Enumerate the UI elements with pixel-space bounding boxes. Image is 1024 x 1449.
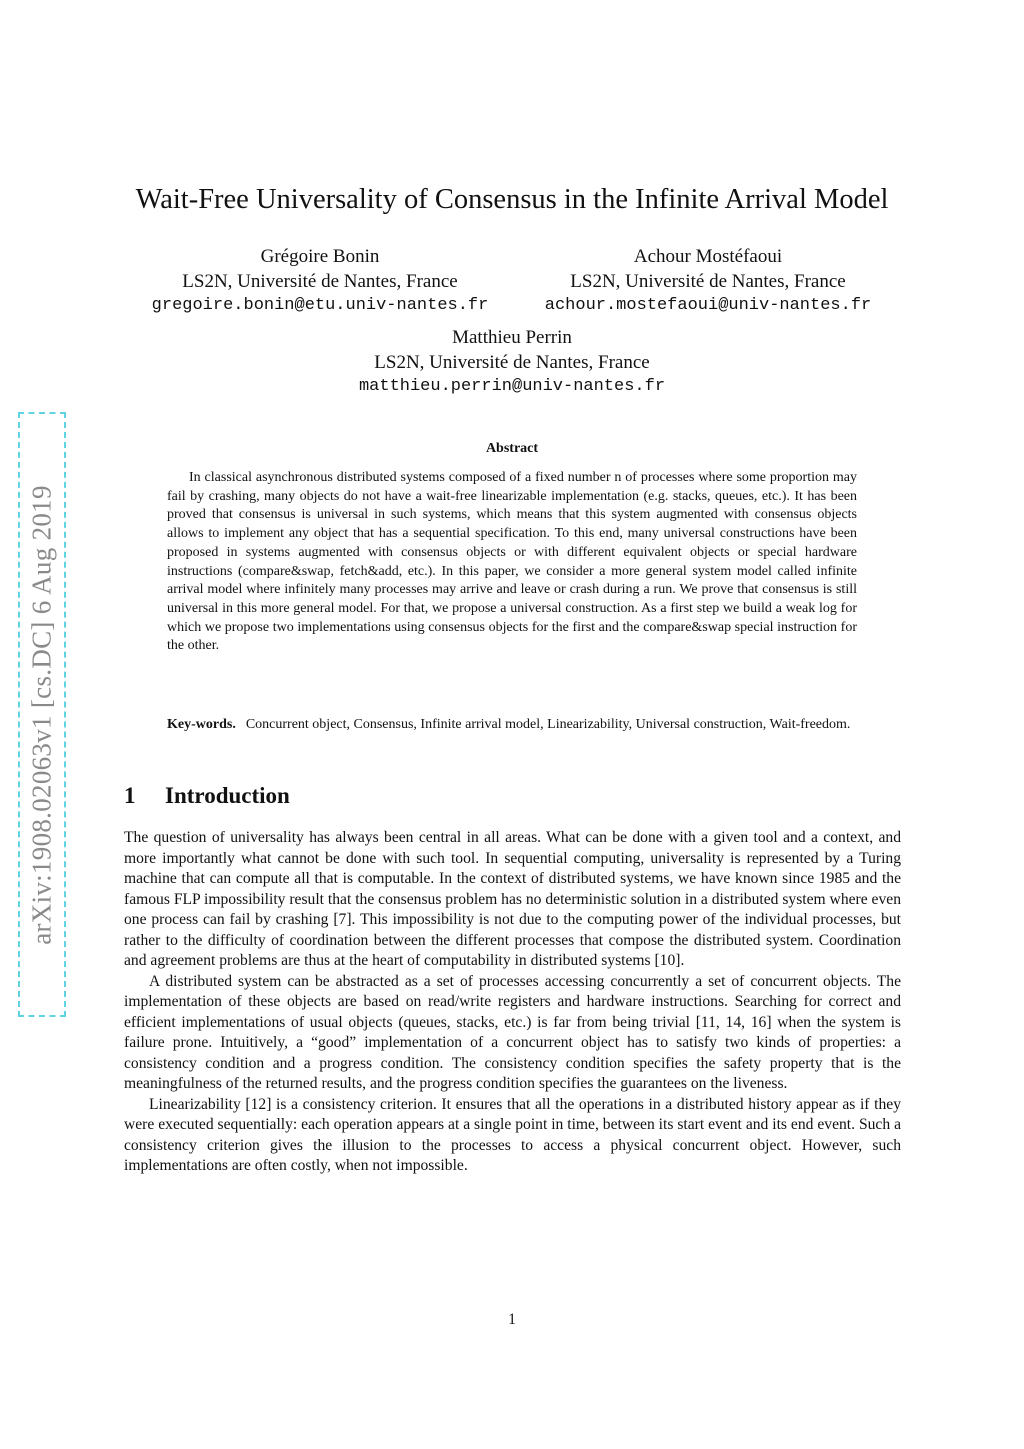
paragraph: A distributed system can be abstracted as a set of processes accessing concurrently a set of concurrent objects. The implementation of these objects are based on read/write registers and hardware instructions. Searching for correct and efficient implementations of usual objects (queues, stacks, etc.) is far from being trivial [11, 14, 16] when the system is failure prone. Intuitively, a “good” implementation of a concurrent object has to satisfy two kinds of properties: a consistency condition and a progress condition. The consistency condition specifies the safety property that is the meaningfulness of the returned results, and the progress condition specifies the guarantees on the liveness.	[124, 972, 901, 1092]
author-name: Matthieu Perrin	[452, 327, 572, 348]
page-number: 1	[508, 1311, 516, 1328]
arxiv-stamp	[18, 412, 66, 1017]
keywords-label: Key-words.	[167, 717, 236, 732]
author-email[interactable]: matthieu.perrin@univ-nantes.fr	[358, 377, 666, 396]
author-affiliation: LS2N, Université de Nantes, France	[570, 270, 846, 292]
keywords	[167, 716, 857, 735]
paragraph: Linearizability [12] is a consistency criterion. It ensures that all the operations in a distributed history appear as if they were executed sequentially: each operation appears at a single point in time, between its start event and its end event. Such a consistency criterion gives the illusion to the processes to access a physical concurrent object. However, such implementations are often costly, when not impossible.	[124, 1095, 901, 1174]
keywords-text: Concurrent object, Consensus, Infinite arrival model, Linearizability, Universal construction, Wait-freedom.	[245, 717, 851, 732]
author-email[interactable]: gregoire.bonin@etu.univ-nantes.fr	[151, 296, 489, 315]
author-block-1	[140, 245, 500, 319]
paragraph: The question of universality has always been central in all areas. What can be done with a given tool and a context, and more importantly what cannot be done with such tool. In sequential computing, universality is represented by a Turing machine that can compute all that is computable. In the context of distributed systems, we have known since 1985 and the famous FLP impossibility result that the consensus problem has no deterministic solution in a distributed system where even one process can fail by crashing [7]. This impossibility is not due to the computing power of the individual processes, but rather to the difficulty of coordination between the different processes that compose the distributed system. Coordination and agreement problems are thus at the heart of computability in distributed systems [10].	[124, 829, 901, 969]
author-affiliation: LS2N, Université de Nantes, France	[374, 351, 650, 373]
section-heading	[124, 783, 290, 809]
author-name: Achour Mostéfaoui	[633, 246, 783, 267]
author-block-3	[332, 326, 692, 400]
author-affiliation: LS2N, Université de Nantes, France	[182, 270, 458, 292]
abstract-heading: Abstract	[485, 441, 539, 456]
abstract-text: In classical asynchronous distributed systems composed of a fixed number n of processes where some proportion may fail by crashing, many objects do not have a wait-free linearizable implementation (e.g. stacks, queues, etc.). It has been proved that consensus is universal in such systems, which means that this system augmented with consensus objects allows to implement any object that has a sequential specification. To this end, many universal constructions have been proposed in systems augmented with consensus objects or with different equivalent objects or special hardware instructions (compare&swap, fetch&add, etc.). In this paper, we consider a more general system model called infinite arrival model where infinitely many processes may arrive and leave or crash during a run. We prove that consensus is still universal in this more general model. For that, we propose a universal construction. As a first step we build a weak log for which we propose two implementations using consensus objects for the first and the compare&swap special instruction for the other.	[167, 470, 857, 654]
paper-title: Wait-Free Universality of Consensus in the Infinite Arrival Model	[135, 184, 889, 215]
author-name: Grégoire Bonin	[260, 246, 380, 267]
section-title: Introduction	[165, 783, 290, 808]
section-number: 1	[124, 783, 136, 808]
author-block-2	[528, 245, 888, 319]
author-email[interactable]: achour.mostefaoui@univ-nantes.fr	[544, 296, 872, 315]
body-text	[124, 828, 901, 1177]
arxiv-stamp-text: arXiv:1908.02063v1 [cs.DC] 6 Aug 2019	[26, 484, 57, 945]
